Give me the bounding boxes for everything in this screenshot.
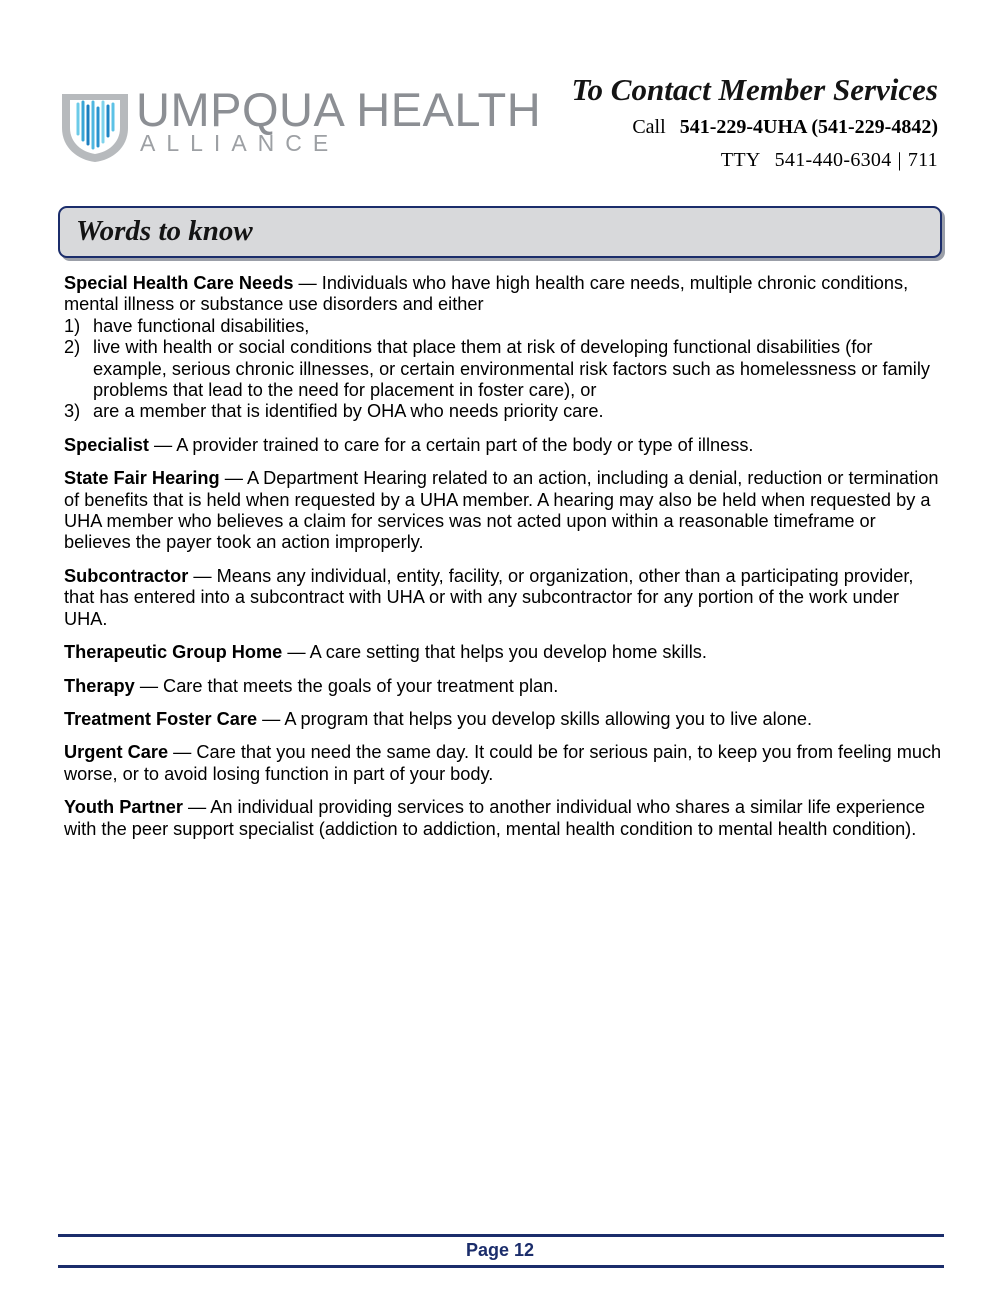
logo-wordmark: UMPQUA HEALTH [136, 83, 542, 136]
definition-text: — An individual providing services to another individual who shares a similar life experience with the peer support specialist (addiction to addiction, mental health condition to mental health condition). [64, 797, 925, 839]
contact-title: To Contact Member Services [571, 72, 938, 107]
list-number: 2) [64, 337, 81, 358]
definition-text: — Individuals who have high health care needs, multiple chronic conditions, mental illness or substance use disorders and either [64, 273, 909, 315]
tty-number: 541-440-6304 [774, 149, 892, 171]
call-label: Call [632, 116, 666, 138]
special-needs-criteria-list [64, 316, 944, 423]
definition-text: — A care setting that helps you develop home skills. [282, 642, 707, 663]
list-item-text: are a member that is identified by OHA who needs priority care. [93, 401, 604, 422]
list-item-text: live with health or social conditions that place them at risk of developing functional disabilities (for example, serious chronic illnesses, or certain environmental risk factors such as homelessness or family problems that lead to the need for placement in foster care), or [93, 337, 930, 401]
definition-treatment-foster-care [64, 709, 944, 730]
list-item-text: have functional disabilities, [93, 315, 310, 336]
definition-subcontractor [64, 566, 944, 630]
definition-term: Treatment Foster Care [64, 708, 258, 729]
definition-term: Specialist [64, 434, 149, 455]
definition-text: — A Department Hearing related to an action, including a denial, reduction or termination of benefits that is held when requested by a UHA member. A hearing may also be held when requested by a UHA member who believes a claim for services was not acted upon within a reasonable timeframe or believes the payer took an action improperly. [64, 468, 939, 553]
section-banner [58, 206, 942, 258]
logo-subtitle: ALLIANCE [140, 130, 340, 156]
uha-shield-icon [58, 90, 132, 164]
list-item [64, 401, 944, 422]
definition-text: — Care that meets the goals of your treatment plan. [134, 675, 559, 696]
definition-youth-partner [64, 797, 944, 840]
section-title: Words to know [76, 215, 253, 247]
footer-rule-top [58, 1234, 944, 1237]
tty-relay-number: 711 [907, 149, 938, 171]
definition-term: Therapeutic Group Home [64, 642, 283, 663]
footer-rule-bottom [58, 1265, 944, 1268]
definition-text: — A provider trained to care for a certain part of the body or type of illness. [148, 434, 754, 455]
definition-text: — Care that you need the same day. It could be for serious pain, to keep you from feeling much worse, or to avoid losing function in part of your body. [64, 742, 942, 784]
tty-line [571, 149, 938, 172]
definition-term: State Fair Hearing [64, 468, 220, 489]
list-item [64, 337, 944, 401]
definition-term: Therapy [64, 675, 135, 696]
definition-term: Subcontractor [64, 565, 189, 586]
list-number: 1) [64, 315, 81, 336]
tty-label: TTY [720, 149, 761, 171]
call-line [571, 116, 938, 139]
definitions-list [64, 273, 944, 852]
uha-logo [58, 83, 542, 166]
definition-term: Youth Partner [64, 797, 183, 818]
list-number: 3) [64, 401, 81, 422]
definition-therapeutic-group-home [64, 642, 944, 663]
definition-special-health-care-needs [64, 273, 944, 316]
definition-text: — Means any individual, entity, facility, or organization, other than a participating provider, that has entered into a subcontract with UHA or with any subcontractor for any portion of the work under UHA. [64, 565, 914, 629]
definition-specialist [64, 435, 944, 456]
page-number: Page 12 [465, 1240, 535, 1260]
call-number: 541-229-4UHA (541-229-4842) [679, 116, 938, 138]
list-item [64, 316, 944, 337]
definition-state-fair-hearing [64, 468, 944, 554]
definition-text: — A program that helps you develop skills allowing you to live alone. [257, 708, 813, 729]
definition-term: Special Health Care Needs [64, 273, 294, 293]
definition-term: Urgent Care [64, 742, 169, 763]
contact-block [571, 72, 938, 172]
definition-therapy [64, 676, 944, 697]
definition-urgent-care [64, 742, 944, 785]
tty-separator: | [897, 149, 902, 171]
